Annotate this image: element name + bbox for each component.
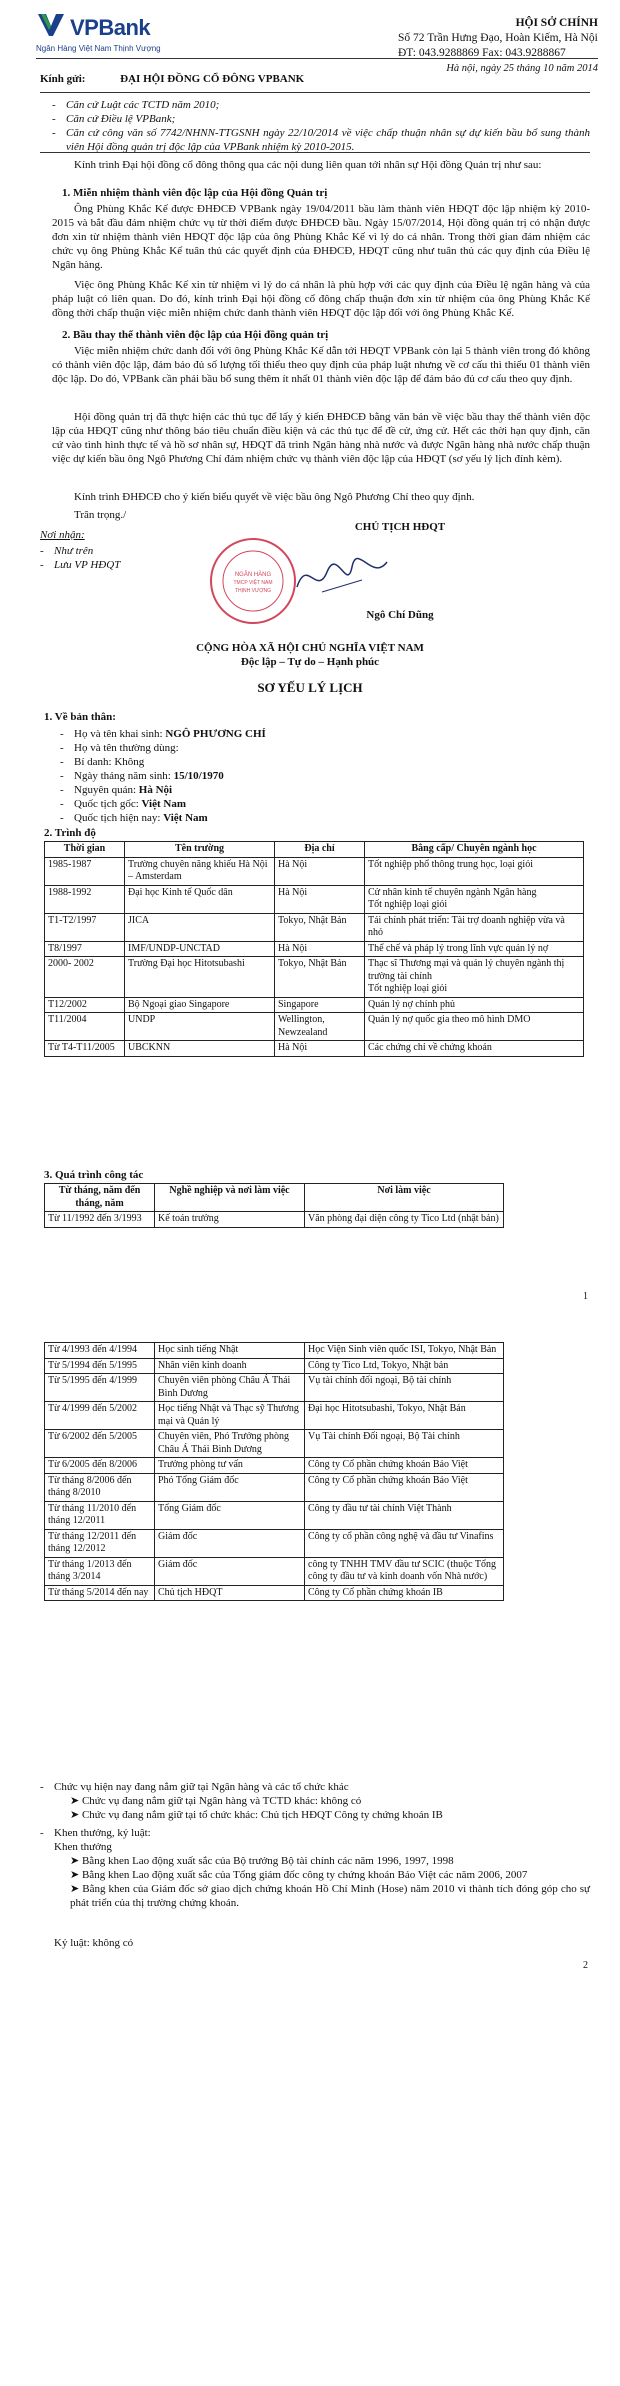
work-header: Nơi làm việc: [305, 1184, 504, 1212]
bullet-arrow-icon: ➤: [70, 1869, 82, 1881]
education-cell: T12/2002: [45, 997, 125, 1013]
work-cell: Từ tháng 5/2014 đến nay: [45, 1585, 155, 1601]
education-cell: Singapore: [275, 997, 365, 1013]
work-cell: công ty TNHH TMV đầu tư SCIC (thuộc Tổng công ty đầu tư và kinh doanh vốn Nhà nước): [305, 1557, 504, 1585]
brand-name: VPBank: [70, 14, 151, 40]
education-cell: Cử nhân kinh tế chuyên ngành Ngân hàng Tốt nghiệp loại giỏi: [365, 885, 584, 913]
work-cell: Học sinh tiếng Nhật: [155, 1343, 305, 1359]
addressee-label: Kính gửi:: [40, 73, 86, 85]
work-cell: Trưởng phòng tư vấn: [155, 1458, 305, 1474]
bullet-arrow-icon: ➤: [70, 1795, 82, 1807]
svg-text:THỊNH VƯỢNG: THỊNH VƯỢNG: [234, 588, 272, 594]
page-number: 2: [583, 1960, 588, 1971]
svg-text:TMCP VIỆT NAM: TMCP VIỆT NAM: [233, 580, 273, 586]
work-cell: Phó Tổng Giám đốc: [155, 1473, 305, 1501]
edu-header: Địa chỉ: [275, 842, 365, 858]
work-row: [45, 1358, 504, 1374]
office-title: HỘI SỞ CHÍNH: [515, 17, 598, 29]
closing: Trân trọng./: [74, 509, 127, 521]
positions-list: [70, 1794, 590, 1822]
education-cell: Trường chuyên năng khiếu Hà Nội – Amsterdam: [125, 857, 275, 885]
education-row: [45, 997, 584, 1013]
work-cell: Chủ tịch HĐQT: [155, 1585, 305, 1601]
personal-info-list: [60, 727, 590, 825]
recipients-label: Nơi nhận:: [40, 529, 85, 541]
work-cell: Từ 5/1995 đến 4/1999: [45, 1374, 155, 1402]
work-cell: Từ 6/2002 đến 5/2005: [45, 1430, 155, 1458]
education-row: [45, 857, 584, 885]
work-cell: Kế toán trưởng: [155, 1212, 305, 1228]
work-cell: Từ tháng 8/2006 đến tháng 8/2010: [45, 1473, 155, 1501]
bullet-arrow-icon: ➤: [70, 1809, 82, 1821]
education-cell: Tokyo, Nhật Bản: [275, 957, 365, 998]
work-cell: Từ tháng 1/2013 đến tháng 3/2014: [45, 1557, 155, 1585]
svg-text:NGÂN HÀNG: NGÂN HÀNG: [234, 572, 272, 578]
work-header: Từ tháng, năm đến tháng, năm: [45, 1184, 155, 1212]
education-cell: Đại học Kinh tế Quốc dân: [125, 885, 275, 913]
work-cell: Văn phòng đại diện công ty Tico Ltd (nhật bản): [305, 1212, 504, 1228]
addressee-line: [40, 72, 590, 86]
position-item: ➤ Chức vụ đang nắm giữ tại tổ chức khác: Chủ tịch HĐQT Công ty chứng khoán IB: [70, 1809, 443, 1821]
signer-title: CHỦ TỊCH HĐQT: [354, 521, 446, 533]
education-row: [45, 1013, 584, 1041]
work-cell: Từ tháng 11/2010 đến tháng 12/2011: [45, 1501, 155, 1529]
award-item: ➤ Bằng khen của Giám đốc sở giao dịch chứng khoán Hồ Chí Minh (Hose) năm 2010 vì thành tích đóng góp cho sự phát triển của thị trường chứng khoán.: [70, 1883, 590, 1909]
work-history-table-continued: [44, 1342, 504, 1601]
brand-slogan: Ngân Hàng Việt Nam Thịnh Vượng: [36, 44, 161, 53]
education-cell: Bộ Ngoại giao Singapore: [125, 997, 275, 1013]
cv-section-3-title: 3. Quá trình công tác: [44, 1169, 144, 1181]
work-cell: Từ 5/1994 đến 5/1995: [45, 1358, 155, 1374]
work-history-table: [44, 1183, 504, 1228]
awards-sub: Khen thưởng: [54, 1841, 112, 1853]
education-cell: 1985-1987: [45, 857, 125, 885]
office-address: Số 72 Trần Hưng Đạo, Hoàn Kiếm, Hà Nội: [398, 32, 598, 44]
section-2-para-1: Việc miễn nhiệm chức danh đối với ông Phùng Khắc Kế dẫn tới HĐQT VPBank còn lại 5 thành viên trong đó không có thành viên độc lập, đảm bảo đủ số lượng tối thiểu theo quy định của pháp luật nhưng về cơ cấu thì thiếu 01 thành viên độc lập. Do đó, VPBank cần phải bầu bổ sung thêm ít nhất 01 thành viên độc lập để đảm bảo đủ cơ cấu theo quy định.: [52, 345, 590, 385]
education-cell: Quản lý nợ chính phủ: [365, 997, 584, 1013]
personal-item: - Ngày tháng năm sinh: 15/10/1970: [60, 769, 590, 783]
work-row: [45, 1374, 504, 1402]
award-item: ➤ Bằng khen Lao động xuất sắc của Tổng giám đốc công ty chứng khoán Bảo Việt các năm 2006, 2007: [70, 1869, 528, 1881]
work-cell: Từ 4/1993 đến 4/1994: [45, 1343, 155, 1359]
work-row: [45, 1343, 504, 1359]
education-cell: UBCKNN: [125, 1041, 275, 1057]
work-cell: Từ 11/1992 đến 3/1993: [45, 1212, 155, 1228]
work-cell: Chuyên viên, Phó Trưởng phòng Châu Á Thái Bình Dương: [155, 1430, 305, 1458]
office-phone: ĐT: 043.9288869 Fax: 043.9288867: [398, 47, 566, 59]
personal-item: - Nguyên quán: Hà Nội: [60, 783, 590, 797]
education-cell: 1988-1992: [45, 885, 125, 913]
personal-item: - Quốc tịch gốc: Việt Nam: [60, 797, 590, 811]
work-cell: Giám đốc: [155, 1557, 305, 1585]
work-cell: Công ty đầu tư tài chính Việt Thành: [305, 1501, 504, 1529]
education-cell: Quản lý nợ quốc gia theo mô hình DMO: [365, 1013, 584, 1041]
education-row: [45, 957, 584, 998]
signer-name: Ngô Chí Dũng: [366, 609, 434, 621]
work-cell: Từ tháng 12/2011 đến tháng 12/2012: [45, 1529, 155, 1557]
work-cell: Đại học Hitotsubashi, Tokyo, Nhật Bản: [305, 1402, 504, 1430]
education-cell: 2000- 2002: [45, 957, 125, 998]
recipient-item: - Lưu VP HĐQT: [40, 558, 260, 572]
work-row: [45, 1212, 504, 1228]
position-item: ➤ Chức vụ đang nắm giữ tại Ngân hàng và TCTD khác: không có: [70, 1795, 362, 1807]
work-row: [45, 1458, 504, 1474]
letter-intro: Kính trình Đại hội đồng cổ đông thông qua các nội dung liên quan tới nhân sự Hội đồng Quản trị như sau:: [74, 159, 542, 171]
nation-heading: CỘNG HÒA XÃ HỘI CHỦ NGHĨA VIỆT NAM: [196, 642, 424, 654]
personal-item: - Quốc tịch hiện nay: Việt Nam: [60, 811, 590, 825]
education-cell: JICA: [125, 913, 275, 941]
education-cell: Hà Nội: [275, 885, 365, 913]
nation-motto: Độc lập – Tự do – Hạnh phúc: [240, 656, 380, 668]
head-office-block: [338, 16, 598, 76]
awards-list: [70, 1854, 590, 1910]
work-cell: Tổng Giám đốc: [155, 1501, 305, 1529]
award-item: ➤ Bằng khen Lao động xuất sắc của Bộ trưởng Bộ tài chính các năm 1996, 1997, 1998: [70, 1855, 454, 1867]
awards-label: - Khen thưởng, kỷ luật:: [40, 1826, 590, 1840]
bullet-arrow-icon: ➤: [70, 1883, 83, 1895]
addressee-divider: [40, 92, 590, 93]
education-cell: UNDP: [125, 1013, 275, 1041]
bullet-arrow-icon: ➤: [70, 1855, 82, 1867]
work-cell: Chuyên viên phòng Châu Á Thái Bình Dương: [155, 1374, 305, 1402]
work-cell: Từ 4/1999 đến 5/2002: [45, 1402, 155, 1430]
signature: [292, 552, 382, 602]
work-row: [45, 1557, 504, 1585]
addressee: ĐẠI HỘI ĐỒNG CỔ ĐÔNG VPBANK: [120, 73, 305, 85]
work-cell: Công ty cổ phần công nghệ và đầu tư Vinafins: [305, 1529, 504, 1557]
work-cell: Vụ Tài chính Đối ngoại, Bộ Tài chính: [305, 1430, 504, 1458]
work-cell: Nhân viên kinh doanh: [155, 1358, 305, 1374]
education-row: [45, 941, 584, 957]
work-row: [45, 1501, 504, 1529]
education-row: [45, 885, 584, 913]
header-divider: [36, 58, 598, 59]
section-1-para-2: Việc ông Phùng Khắc Kế xin từ nhiệm vì lý do cá nhân là phù hợp với các quy định của Điều lệ ngân hàng và của pháp luật có liên quan. Do đó, kính trình Đại hội đồng cổ đông chấp thuận đơn xin từ nhiệm của ông Phùng Khắc Kế đồng thời chấp thuận việc miễn nhiệm chức danh thành viên HĐQT độc lập đối với ông Phùng Khắc Kế.: [52, 279, 590, 319]
education-cell: T11/2004: [45, 1013, 125, 1041]
section-2-para-3: Kính trình ĐHĐCĐ cho ý kiến biểu quyết về việc bầu ông Ngô Phương Chí theo quy định.: [74, 491, 475, 503]
work-cell: Học tiếng Nhật và Thạc sỹ Thương mại và Quản lý: [155, 1402, 305, 1430]
bases-divider: [40, 152, 590, 153]
legal-bases: [52, 98, 590, 154]
education-cell: T8/1997: [45, 941, 125, 957]
edu-header: Thời gian: [45, 842, 125, 858]
education-cell: Trường Đại học Hitotsubashi: [125, 957, 275, 998]
work-cell: Từ 6/2005 đến 8/2006: [45, 1458, 155, 1474]
education-cell: Wellington, Newzealand: [275, 1013, 365, 1041]
recipient-item: - Như trên: [40, 544, 260, 558]
education-table: [44, 841, 584, 1057]
work-row: [45, 1585, 504, 1601]
cv-section-1-title: 1. Về bản thân:: [44, 711, 116, 723]
education-cell: Từ T4-T11/2005: [45, 1041, 125, 1057]
education-row: [45, 913, 584, 941]
legal-basis-item: - Căn cứ Điều lệ VPBank;: [52, 112, 590, 126]
work-row: [45, 1529, 504, 1557]
education-cell: IMF/UNDP-UNCTAD: [125, 941, 275, 957]
work-cell: Công ty Cổ phần chứng khoán IB: [305, 1585, 504, 1601]
education-cell: Hà Nội: [275, 857, 365, 885]
cv-section-2-title: 2. Trình độ: [44, 827, 96, 839]
edu-header: Tên trường: [125, 842, 275, 858]
section-1-title: 1. Miễn nhiệm thành viên độc lập của Hội đồng Quản trị: [62, 187, 328, 199]
legal-basis-item: - Căn cứ công văn số 7742/NHNN-TTGSNH ngày 22/10/2014 về việc chấp thuận nhân sự dự kiến bầu bổ sung thành viên Hội đồng quản trị độc lập của VPBank nhiệm kỳ 2010-2015.: [52, 126, 590, 154]
work-row: [45, 1402, 504, 1430]
section-1-para-1: Ông Phùng Khắc Kế được ĐHĐCĐ VPBank ngày 19/04/2011 bầu làm thành viên HĐQT độc lập nhiệm kỳ 2010-2015 và bắt đầu đảm nhiệm chức vụ từ thời điểm được ĐHĐCĐ bầu. Ngày 15/07/2014, Hội đồng quản trị có nhận được đơn xin từ nhiệm thành viên HĐQT độc lập của ông Phùng Khắc Kế vì lý do cá nhân. Trong thời gian đảm nhiệm các chức vụ ông Phùng Khắc Kế tuân thủ các quyết định của ĐHĐCĐ, HĐQT cũng như tuân thủ các quy định của Điều lệ Ngân hàng.: [52, 203, 590, 271]
education-cell: Tokyo, Nhật Bản: [275, 913, 365, 941]
vpbank-logo: [36, 12, 206, 53]
work-cell: Công ty Tico Ltd, Tokyo, Nhật bản: [305, 1358, 504, 1374]
section-2-para-2: Hội đồng quản trị đã thực hiện các thủ tục để lấy ý kiến ĐHĐCĐ bằng văn bản về việc bầu thay thế thành viên độc lập của HĐQT cũng như thông báo tiêu chuẩn điều kiện và các thủ tục để đề cử, ứng cử. Hết các thời hạn quy định, căn cứ vào tình hình thực tế và hồ sơ nhân sự, HĐQT đã trình Ngân hàng nhà nước và được Ngân hàng nhà nước chấp thuận việc dự kiến bầu ông Ngô Phương Chí đảm nhiệm chức vụ thành viên độc lập của HĐQT (sơ yếu lý lịch đính kèm).: [52, 411, 590, 465]
positions-label: - Chức vụ hiện nay đang nắm giữ tại Ngân hàng và các tổ chức khác: [40, 1780, 590, 1794]
page-number: 1: [583, 1291, 588, 1302]
education-cell: Thể chế và pháp lý trong lĩnh vực quản lý nợ: [365, 941, 584, 957]
education-cell: Các chứng chỉ về chứng khoán: [365, 1041, 584, 1057]
letter-date: Hà nội, ngày 25 tháng 10 năm 2014: [446, 63, 598, 74]
edu-header: Bằng cấp/ Chuyên ngành học: [365, 842, 584, 858]
work-cell: Giám đốc: [155, 1529, 305, 1557]
discipline: Kỷ luật: không có: [54, 1937, 134, 1949]
work-row: [45, 1430, 504, 1458]
education-cell: Tái chính phát triển: Tài trợ doanh nghiệp vừa và nhỏ: [365, 913, 584, 941]
education-cell: Tốt nghiệp phổ thông trung học, loại giỏi: [365, 857, 584, 885]
company-stamp: [208, 536, 298, 626]
education-cell: Thạc sĩ Thương mại và quản lý chuyên ngành thị trường tài chính Tốt nghiệp loại giỏi: [365, 957, 584, 998]
work-header: Nghề nghiệp và nơi làm việc: [155, 1184, 305, 1212]
personal-item: - Bí danh: Không: [60, 755, 590, 769]
section-2-title: 2. Bầu thay thế thành viên độc lập của Hội đồng quản trị: [62, 329, 329, 341]
personal-item: - Họ và tên thường dùng:: [60, 741, 590, 755]
work-cell: Học Viện Sinh viên quốc ISI, Tokyo, Nhật Bản: [305, 1343, 504, 1359]
vpbank-logo-icon: [36, 12, 66, 43]
education-cell: Hà Nội: [275, 1041, 365, 1057]
work-row: [45, 1473, 504, 1501]
awards-section: [40, 1826, 590, 1840]
education-cell: Hà Nội: [275, 941, 365, 957]
education-row: [45, 1041, 584, 1057]
education-cell: T1-T2/1997: [45, 913, 125, 941]
personal-item: - Họ và tên khai sinh: NGÔ PHƯƠNG CHÍ: [60, 727, 590, 741]
work-cell: Công ty Cổ phần chứng khoán Bảo Việt: [305, 1473, 504, 1501]
work-cell: Công ty Cổ phần chứng khoán Bảo Việt: [305, 1458, 504, 1474]
work-cell: Vụ tài chính đối ngoại, Bộ tài chính: [305, 1374, 504, 1402]
legal-basis-item: - Căn cứ Luật các TCTD năm 2010;: [52, 98, 590, 112]
cv-page-2: [0, 1342, 620, 2068]
positions-section: [40, 1780, 590, 1794]
cv-title: SƠ YẾU LÝ LỊCH: [257, 680, 363, 695]
